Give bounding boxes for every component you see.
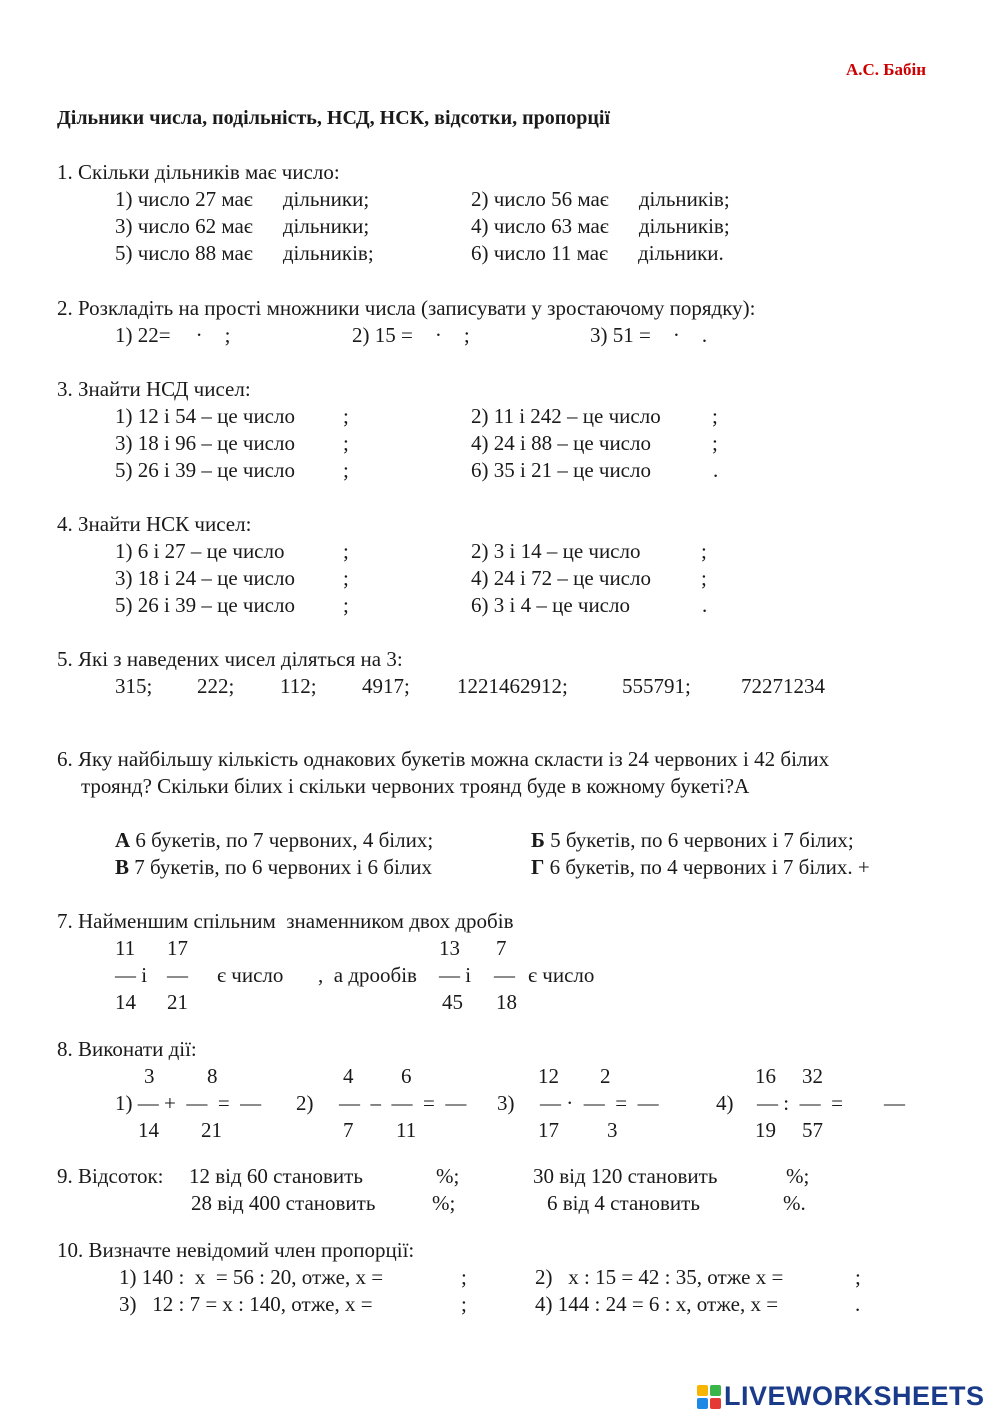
q4-item-3: 3) 18 і 24 – це число (115, 566, 295, 590)
q8-prompt: 8. Виконати дії: (57, 1037, 197, 1061)
q8-denominator: 11 (396, 1118, 417, 1142)
q1-item-5: 5) число 88 має дільників; (115, 241, 374, 265)
liveworksheets-logo (697, 1381, 985, 1412)
q4-item-2-end: ; (701, 539, 707, 563)
q5-number: 72271234 (741, 674, 825, 698)
logo-square (697, 1398, 708, 1409)
q10-item-2: 2) x : 15 = 42 : 35, отже x = (535, 1265, 784, 1289)
q8-expr-2: — – — = — (339, 1091, 467, 1115)
q4-item-5: 5) 26 і 39 – це число (115, 593, 295, 617)
q8-answer-bar: — (884, 1091, 905, 1115)
q8-denominator: 3 (607, 1118, 618, 1142)
q4-item-4-end: ; (701, 566, 707, 590)
q4-item-5-end: ; (343, 593, 349, 617)
q10-item-4: 4) 144 : 24 = 6 : x, отже, x = (535, 1292, 779, 1316)
q7-is-number: є число (217, 963, 284, 987)
q4-item-6-end: . (702, 593, 708, 617)
logo-square (710, 1385, 721, 1396)
q8-expr-3: — · — = — (540, 1091, 659, 1115)
q3-item-4: 4) 24 і 88 – це число (471, 431, 651, 455)
q6-option-v: В 7 букетів, по 6 червоних і 6 білих (115, 855, 433, 879)
q3-item-4-end: ; (712, 431, 718, 455)
q10-item-2-end: ; (855, 1265, 861, 1289)
q3-item-3-end: ; (343, 431, 349, 455)
q4-item-2: 2) 3 і 14 – це число (471, 539, 641, 563)
logo-square (710, 1398, 721, 1409)
q4-item-6: 6) 3 і 4 – це число (471, 593, 630, 617)
q2-item-3: 3) 51 = · . (590, 323, 708, 347)
q8-expr-4: — : — = (757, 1091, 843, 1115)
q2-prompt: 2. Розкладіть на прості множники числа (записувати у зростаючому порядку): (57, 296, 756, 320)
q10-item-1: 1) 140 : x = 56 : 20, отже, x = (119, 1265, 384, 1289)
q4-prompt: 4. Знайти НСК чисел: (57, 512, 252, 536)
q3-item-1-end: ; (343, 404, 349, 428)
q6-option-a: А 6 букетів, по 7 червоних, 4 білих; (115, 828, 434, 852)
q8-numerator: 3 (144, 1064, 155, 1088)
q9-item-2: 30 від 120 становить (533, 1164, 718, 1188)
q7-fraction-bar: — (167, 963, 188, 987)
q1-item-1: 1) число 27 має дільники; (115, 187, 370, 211)
q5-number: 222; (197, 674, 235, 698)
q1-item-2: 2) число 56 має дільників; (471, 187, 730, 211)
q8-numerator: 2 (600, 1064, 611, 1088)
q6-option-g: Г 6 букетів, по 4 червоних і 7 білих. + (531, 855, 870, 879)
q8-numerator: 6 (401, 1064, 412, 1088)
q5-number: 555791; (622, 674, 691, 698)
q8-label-3: 3) (497, 1091, 515, 1115)
q7-denominator: 18 (496, 990, 517, 1014)
q10-item-3-end: ; (461, 1292, 467, 1316)
q5-number: 4917; (362, 674, 410, 698)
q1-prompt: 1. Скільки дільників має число: (57, 160, 340, 184)
q4-item-1-end: ; (343, 539, 349, 563)
q9-item-4-end: %. (783, 1191, 806, 1215)
q10-item-3: 3) 12 : 7 = x : 140, отже, x = (119, 1292, 373, 1316)
q4-item-1: 1) 6 і 27 – це число (115, 539, 285, 563)
q4-item-4: 4) 24 і 72 – це число (471, 566, 651, 590)
q3-item-3: 3) 18 і 96 – це число (115, 431, 295, 455)
q8-numerator: 4 (343, 1064, 354, 1088)
q3-item-1: 1) 12 і 54 – це число (115, 404, 295, 428)
q5-prompt: 5. Які з наведених чисел діляться на 3: (57, 647, 403, 671)
q8-denominator: 19 (755, 1118, 776, 1142)
q7-numerator: 7 (496, 936, 507, 960)
q6-line2: троянд? Скільки білих і скільки червоних троянд буде в кожному букеті?А (81, 774, 750, 798)
page-title: Дільники числа, подільність, НСД, НСК, відсотки, пропорції (57, 107, 611, 129)
logo-text: LIVEWORKSHEETS (724, 1381, 985, 1411)
q8-label-4: 4) (716, 1091, 734, 1115)
q6-line1: 6. Яку найбільшу кількість однакових букетів можна скласти із 24 червоних і 42 білих (57, 747, 830, 771)
q9-item-2-end: %; (786, 1164, 810, 1188)
q7-numerator: 17 (167, 936, 188, 960)
q6-option-b: Б 5 букетів, по 6 червоних і 7 білих; (531, 828, 854, 852)
q3-item-6-end: . (713, 458, 719, 482)
q3-item-6: 6) 35 і 21 – це число (471, 458, 651, 482)
q2-item-1: 1) 22= · ; (115, 323, 231, 347)
q8-numerator: 32 (802, 1064, 823, 1088)
q10-item-1-end: ; (461, 1265, 467, 1289)
q3-item-5-end: ; (343, 458, 349, 482)
q7-fraction-bar: — (494, 963, 515, 987)
q1-item-3: 3) число 62 має дільники; (115, 214, 370, 238)
q3-item-2: 2) 11 і 242 – це число (471, 404, 661, 428)
q8-numerator: 16 (755, 1064, 776, 1088)
q3-item-2-end: ; (712, 404, 718, 428)
q10-prompt: 10. Визначте невідомий член пропорції: (57, 1238, 415, 1262)
q8-denominator: 17 (538, 1118, 559, 1142)
q7-fraction-bar: — і (115, 963, 148, 987)
q7-denominator: 21 (167, 990, 188, 1014)
q7-denominator: 45 (442, 990, 463, 1014)
q9-item-3: 28 від 400 становить (191, 1191, 376, 1215)
q9-item-3-end: %; (432, 1191, 456, 1215)
q8-denominator: 21 (201, 1118, 222, 1142)
q7-prompt: 7. Найменшим спільним знаменником двох дробів (57, 909, 514, 933)
q8-denominator: 7 (343, 1118, 354, 1142)
q8-numerator: 12 (538, 1064, 559, 1088)
q8-label-2: 2) (296, 1091, 314, 1115)
q5-number: 112; (280, 674, 317, 698)
q7-is-number: є число (528, 963, 595, 987)
q5-number: 1221462912; (457, 674, 568, 698)
q7-denominator: 14 (115, 990, 136, 1014)
q1-item-4: 4) число 63 має дільників; (471, 214, 730, 238)
q1-item-6: 6) число 11 має дільники. (471, 241, 724, 265)
logo-square (697, 1385, 708, 1396)
q7-numerator: 11 (115, 936, 136, 960)
q8-numerator: 8 (207, 1064, 218, 1088)
q8-expr-1: 1) — + — = — (115, 1091, 262, 1115)
q7-comma-text: , а дрообів (318, 963, 417, 987)
author: А.С. Бабін (846, 60, 927, 79)
q3-item-5: 5) 26 і 39 – це число (115, 458, 295, 482)
q5-number: 315; (115, 674, 153, 698)
q9-item-4: 6 від 4 становить (547, 1191, 700, 1215)
q9-prompt: 9. Відсоток: (57, 1164, 164, 1188)
q3-prompt: 3. Знайти НСД чисел: (57, 377, 251, 401)
q10-item-4-end: . (855, 1292, 861, 1316)
q8-denominator: 14 (138, 1118, 159, 1142)
q9-item-1-end: %; (436, 1164, 460, 1188)
logo-mark-icon (697, 1385, 721, 1409)
q7-numerator: 13 (439, 936, 460, 960)
q8-denominator: 57 (802, 1118, 823, 1142)
q9-item-1: 12 від 60 становить (189, 1164, 363, 1188)
q4-item-3-end: ; (343, 566, 349, 590)
q2-item-2: 2) 15 = · ; (352, 323, 470, 347)
q7-fraction-bar: — і (439, 963, 472, 987)
